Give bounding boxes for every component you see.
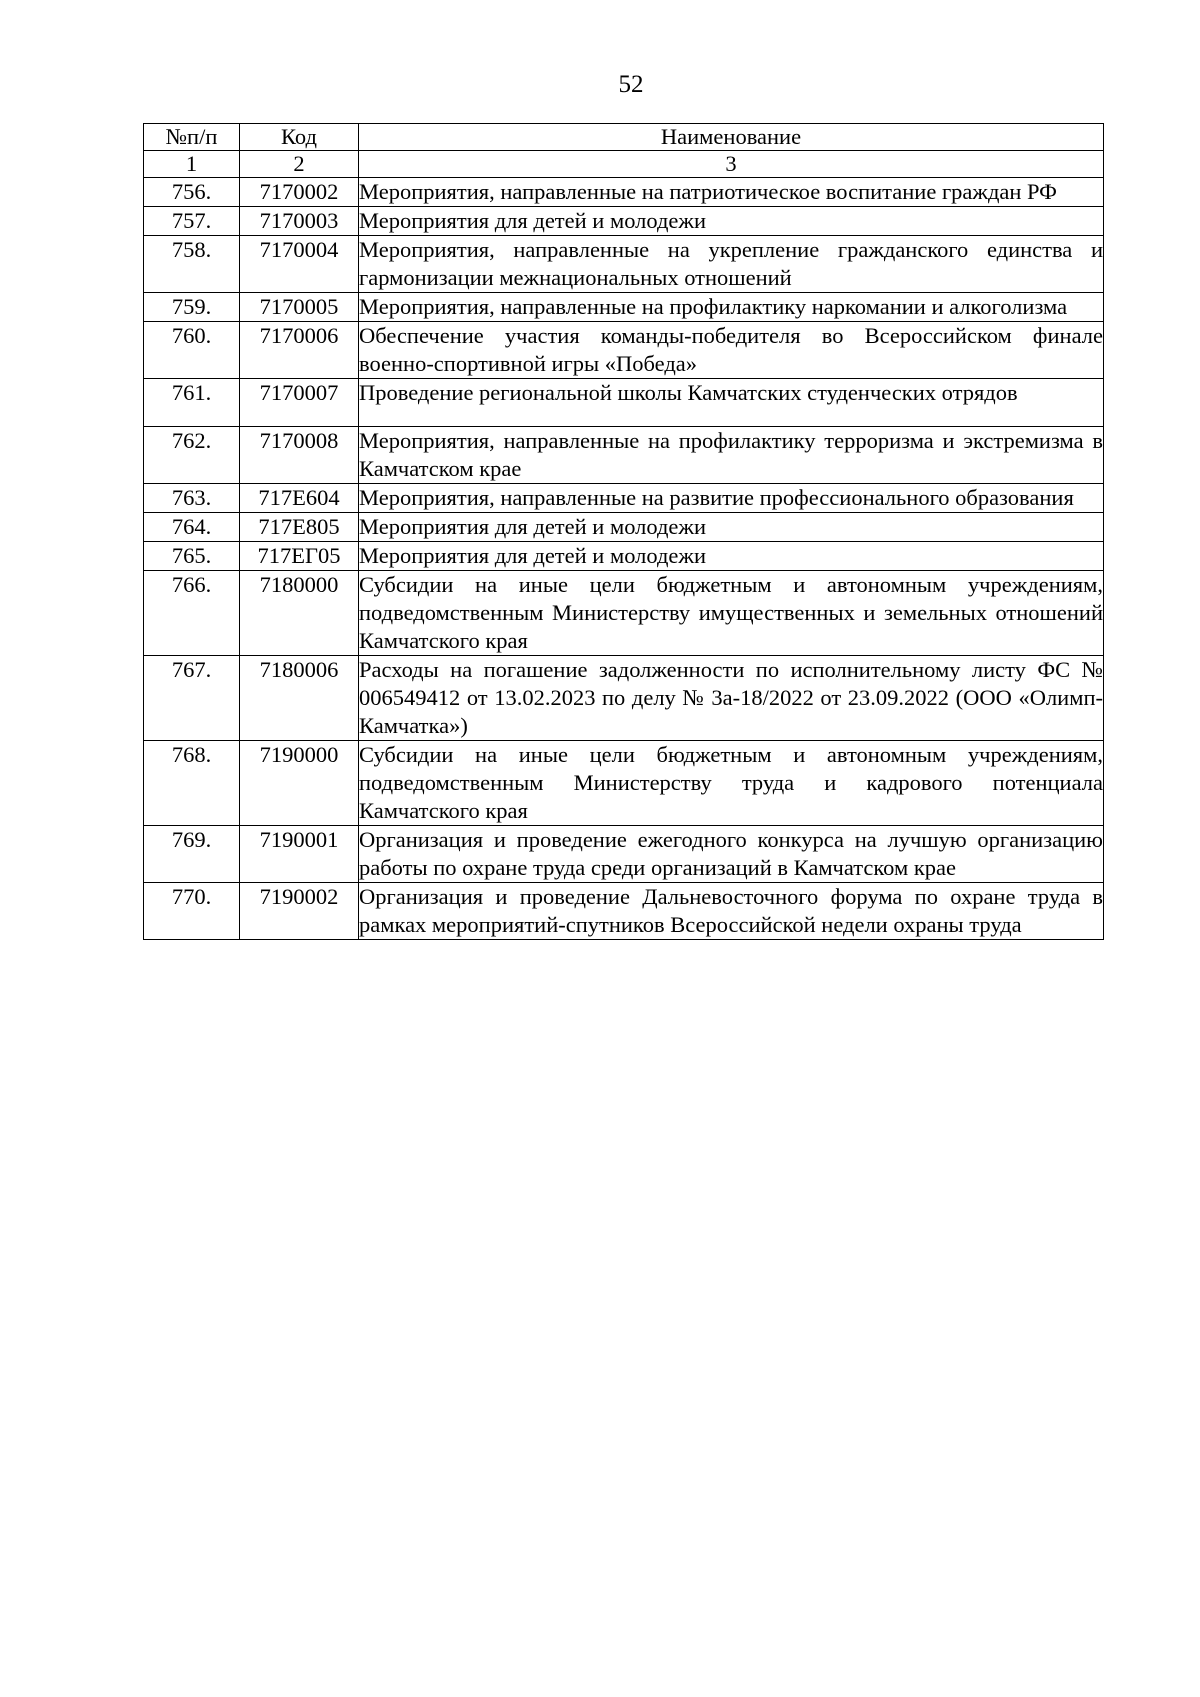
budget-codes-table bbox=[143, 123, 1104, 940]
row-name: Организация и проведение Дальневосточного форума по охране труда в рамках мероприятий-спутников Всероссийской недели охраны труда bbox=[359, 883, 1104, 940]
row-number: 766. bbox=[144, 571, 240, 656]
row-name: Мероприятия, направленные на профилактику наркомании и алкоголизма bbox=[359, 293, 1104, 322]
row-name: Проведение региональной школы Камчатских студенческих отрядов bbox=[359, 379, 1104, 427]
index-cell: 2 bbox=[240, 151, 359, 178]
row-code: 7190000 bbox=[240, 741, 359, 826]
row-name: Обеспечение участия команды-победителя во Всероссийском финале военно-спортивной игры «Победа» bbox=[359, 322, 1104, 379]
row-name: Субсидии на иные цели бюджетным и автономным учреждениям, подведомственным Министерству труда и кадрового потенциала Камчатского края bbox=[359, 741, 1104, 826]
row-code: 7170005 bbox=[240, 293, 359, 322]
row-name: Субсидии на иные цели бюджетным и автономным учреждениям, подведомственным Министерству имущественных и земельных отношений Камчатского края bbox=[359, 571, 1104, 656]
row-number: 767. bbox=[144, 656, 240, 741]
table-row bbox=[144, 379, 1104, 427]
row-name: Расходы на погашение задолженности по исполнительному листу ФС № 006549412 от 13.02.2023 по делу № 3а-18/2022 от 23.09.2022 (ООО «Олимп-Камчатка») bbox=[359, 656, 1104, 741]
row-code: 717ЕГ05 bbox=[240, 542, 359, 571]
row-code: 7180000 bbox=[240, 571, 359, 656]
table-row bbox=[144, 571, 1104, 656]
header-name: Наименование bbox=[359, 124, 1104, 151]
page-number: 52 bbox=[618, 71, 644, 98]
index-cell: 1 bbox=[144, 151, 240, 178]
table-row bbox=[144, 741, 1104, 826]
row-number: 757. bbox=[144, 207, 240, 236]
table-row bbox=[144, 484, 1104, 513]
row-number: 768. bbox=[144, 741, 240, 826]
row-number: 765. bbox=[144, 542, 240, 571]
row-name: Организация и проведение ежегодного конкурса на лучшую организацию работы по охране труда среди организаций в Камчатском крае bbox=[359, 826, 1104, 883]
row-number: 762. bbox=[144, 427, 240, 484]
table-row bbox=[144, 427, 1104, 484]
table-row bbox=[144, 656, 1104, 741]
row-number: 759. bbox=[144, 293, 240, 322]
table-row bbox=[144, 178, 1104, 207]
row-number: 770. bbox=[144, 883, 240, 940]
row-number: 764. bbox=[144, 513, 240, 542]
table-row bbox=[144, 293, 1104, 322]
row-name: Мероприятия для детей и молодежи bbox=[359, 513, 1104, 542]
table-row bbox=[144, 236, 1104, 293]
row-number: 761. bbox=[144, 379, 240, 427]
row-number: 758. bbox=[144, 236, 240, 293]
row-number: 756. bbox=[144, 178, 240, 207]
table-row bbox=[144, 826, 1104, 883]
header-number: №п/п bbox=[144, 124, 240, 151]
row-name: Мероприятия, направленные на укрепление гражданского единства и гармонизации межнациональных отношений bbox=[359, 236, 1104, 293]
row-code: 717Е805 bbox=[240, 513, 359, 542]
row-code: 7170007 bbox=[240, 379, 359, 427]
row-code: 7190001 bbox=[240, 826, 359, 883]
table-row bbox=[144, 883, 1104, 940]
table-row bbox=[144, 322, 1104, 379]
row-code: 7170004 bbox=[240, 236, 359, 293]
row-number: 763. bbox=[144, 484, 240, 513]
table-row bbox=[144, 513, 1104, 542]
row-name: Мероприятия, направленные на профилактику терроризма и экстремизма в Камчатском крае bbox=[359, 427, 1104, 484]
table-row bbox=[144, 542, 1104, 571]
row-code: 717Е604 bbox=[240, 484, 359, 513]
row-name: Мероприятия, направленные на развитие профессионального образования bbox=[359, 484, 1104, 513]
row-name: Мероприятия для детей и молодежи bbox=[359, 542, 1104, 571]
row-code: 7180006 bbox=[240, 656, 359, 741]
index-cell: 3 bbox=[359, 151, 1104, 178]
table-index-row bbox=[144, 151, 1104, 178]
row-code: 7190002 bbox=[240, 883, 359, 940]
row-name: Мероприятия, направленные на патриотическое воспитание граждан РФ bbox=[359, 178, 1104, 207]
table-header-row bbox=[144, 124, 1104, 151]
row-code: 7170008 bbox=[240, 427, 359, 484]
header-code: Код bbox=[240, 124, 359, 151]
row-number: 760. bbox=[144, 322, 240, 379]
row-code: 7170006 bbox=[240, 322, 359, 379]
row-code: 7170003 bbox=[240, 207, 359, 236]
row-number: 769. bbox=[144, 826, 240, 883]
table-row bbox=[144, 207, 1104, 236]
row-name: Мероприятия для детей и молодежи bbox=[359, 207, 1104, 236]
row-code: 7170002 bbox=[240, 178, 359, 207]
